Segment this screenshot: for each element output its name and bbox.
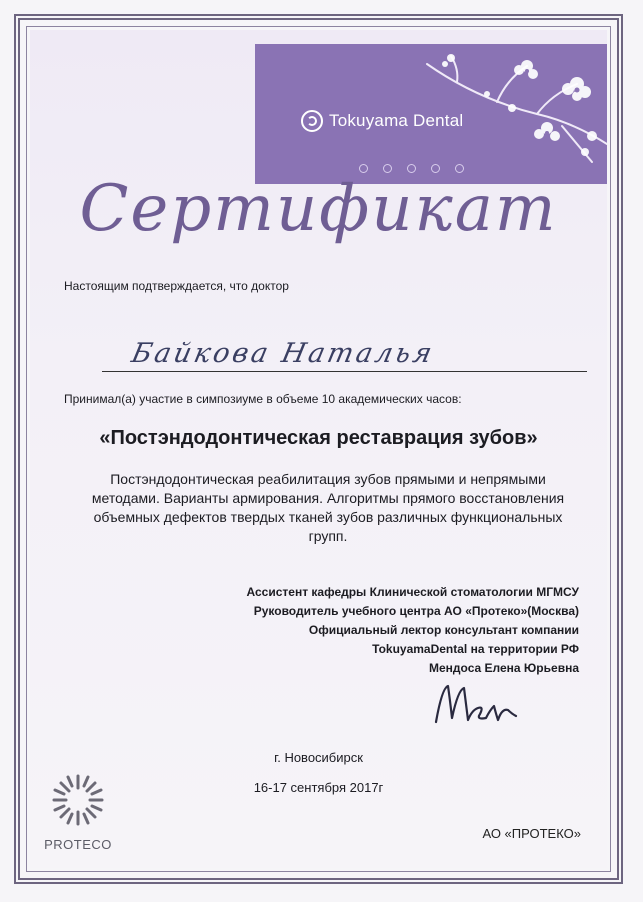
brand-name: Tokuyama Dental — [329, 111, 464, 130]
certificate-page — [30, 30, 607, 868]
recipient-name-underline — [102, 371, 587, 372]
event-dates: 16-17 сентября 2017г — [253, 780, 384, 795]
signer-line: Руководитель учебного центра АО «Протеко»(Москва) — [253, 604, 579, 618]
signer-block — [247, 583, 580, 678]
blossom-branch-icon — [387, 44, 607, 174]
brand-banner — [255, 44, 607, 184]
proteco-starburst-icon — [48, 770, 108, 830]
tokuyama-logo-icon — [301, 110, 323, 132]
tokuyama-brand — [301, 110, 463, 132]
participation-line: Принимал(а) участие в симпозиуме в объеме 10 академических часов: — [64, 392, 462, 406]
signer-line: Ассистент кафедры Клинической стоматологии МГМСУ — [246, 585, 579, 599]
course-description: Постэндодонтическая реабилитация зубов прямыми и непрямыми методами. Варианты армирования. Алгоритмы прямого восстановления объемных дефектов твердых тканей зубов различных функциональных групп. — [91, 471, 565, 544]
course-title: «Постэндодонтическая реставрация зубов» — [99, 427, 538, 449]
city: г. Новосибирск — [274, 750, 363, 765]
company-name: АО «ПРОТЕКО» — [482, 826, 581, 841]
signer-name: Мендоса Елена Юрьевна — [429, 661, 579, 675]
proteco-logo — [42, 770, 114, 852]
confirm-line: Настоящим подтверждается, что доктор — [64, 279, 289, 293]
certificate-title: Сертификат — [79, 172, 558, 246]
signer-line: Официальный лектор консультант компании — [308, 623, 579, 637]
recipient-name-handwritten: Байкова Наталья — [128, 338, 438, 369]
handwritten-signature — [432, 680, 522, 730]
proteco-logo-text: PROTECO — [44, 837, 112, 852]
signer-line: TokuyamaDental на территории РФ — [372, 642, 579, 656]
